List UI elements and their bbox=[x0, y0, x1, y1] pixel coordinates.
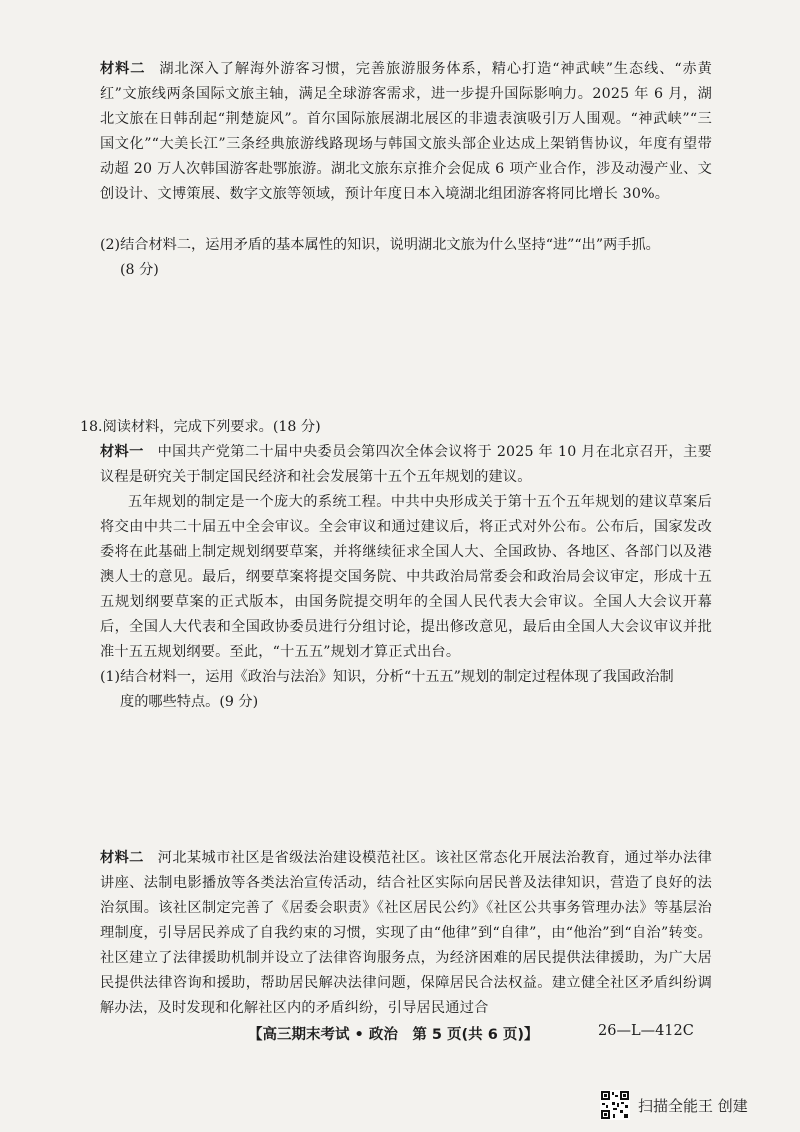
footer-title: 【高三期末考试 • 政治 第 5 页(共 6 页)】 bbox=[248, 1027, 539, 1043]
question-2 bbox=[100, 233, 712, 283]
question-2-text: (2)结合材料二，运用矛盾的基本属性的知识，说明湖北文旅为什么坚持“进”“出”两手抓。 bbox=[100, 237, 660, 253]
sub1-line1: (1)结合材料一，运用《政治与法治》知识，分析“十五五”规划的制定过程体现了我国政治制 bbox=[100, 669, 674, 685]
scanner-label: 扫描全能王 创建 bbox=[638, 1096, 748, 1115]
qr-code-icon bbox=[600, 1090, 630, 1120]
material-1-p2: 五年规划的制定是一个庞大的系统工程。中共中央形成关于第十五个五年规划的建议草案后将交由中共二十届五中全会审议。全会审议和通过建议后，将正式对外公布。公布后，国家发改委将在此基础上制定规划纲要草案，并将继续征求全国人大、全国政协、各地区、各部门以及港澳人士的意见。最后，纲要草案将提交国务院、中共政治局常委会和政治局会议审定，形成十五五规划纲要草案的正式版本，由国务院提交明年的全国人民代表大会审议。全国人大会议开幕后，全国人大代表和全国政协委员进行分组讨论，提出修改意见，最后由全国人大会议审议并批准十五五规划纲要。至此，“十五五”规划才算正式出台。 bbox=[100, 494, 712, 660]
page-footer bbox=[0, 1023, 800, 1047]
material-2-bottom bbox=[100, 846, 712, 1021]
scanner-watermark bbox=[600, 1088, 748, 1122]
question-18-sub1 bbox=[100, 665, 712, 715]
material-1-label: 材料一 bbox=[100, 444, 144, 460]
question-18-prompt: 阅读材料，完成下列要求。(18 分) bbox=[102, 419, 321, 435]
material-2-label: 材料二 bbox=[100, 850, 144, 866]
material-1-p1-text: 中国共产党第二十届中央委员会第四次全体会议将于 2025 年 10 月在北京召开，主要议程是研究关于制定国民经济和社会发展第十五个五年规划的建议。 bbox=[100, 444, 712, 485]
material-2-top bbox=[100, 57, 712, 207]
question-18-number: 18. bbox=[80, 419, 103, 435]
material-2-text: 河北某城市社区是省级法治建设模范社区。该社区常态化开展法治教育，通过举办法律讲座、法制电影播放等各类法治宣传活动，结合社区实际向居民普及法律知识，营造了良好的法治氛围。该社区制定完善了《居委会职责》《社区居民公约》《社区公共事务管理办法》等基层治理制度，引导居民养成了自我约束的习惯，实现了由“他律”到“自律”，由“他治”到“自治”转变。社区建立了法律援助机制并设立了法律咨询服务点，为经济困难的居民提供法律援助，为广大居民提供法律咨询和援助，帮助居民解决法律问题，保障居民合法权益。建立健全社区矛盾纠纷调解办法，及时发现和化解社区内的矛盾纠纷，引导居民通过合 bbox=[100, 850, 712, 1016]
material-text: 湖北深入了解海外游客习惯，完善旅游服务体系，精心打造“神武峡”生态线、“赤黄红”文旅线两条国际文旅主轴，满足全球游客需求，进一步提升国际影响力。2025 年 6 月，湖北文旅在日韩刮起“荆楚旋风”。首尔国际旅展湖北展区的非遗表演吸引万人围观。“神武峡”“三国文化”“大美长江”三条经典旅游线路现场与韩国文旅头部企业达成上架销售协议，年度有望带动超 20 万人次韩国游客赴鄂旅游。湖北文旅东京推介会促成 6 项产业合作，涉及动漫产业、文创设计、文博策展、数字文旅等领域，预计年度日本入境湖北组团游客将同比增长 30%。 bbox=[100, 61, 712, 202]
material-1-p1 bbox=[100, 440, 712, 490]
footer-code: 26—L—412C bbox=[598, 1023, 694, 1039]
sub1-line2: 度的哪些特点。(9 分) bbox=[120, 694, 259, 710]
question-2-score: (8 分) bbox=[120, 262, 159, 278]
question-18-heading bbox=[80, 415, 321, 440]
material-label: 材料二 bbox=[100, 61, 146, 77]
